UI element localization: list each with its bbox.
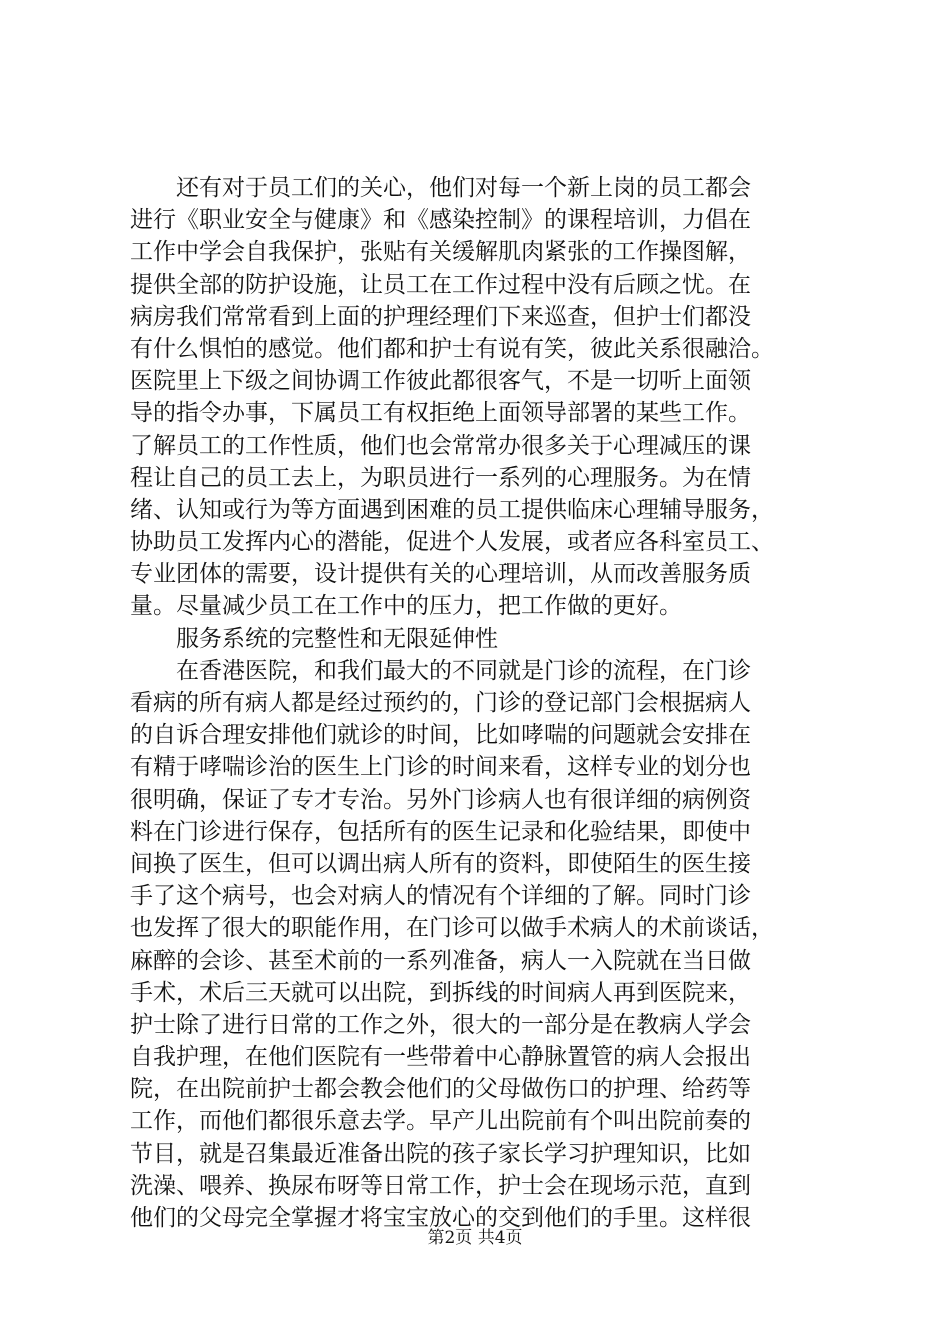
paragraph-line: 自我护理，在他们医院有一些带着中心静脉置管的病人会报出 [130, 1044, 751, 1071]
paragraph-line: 也发挥了很大的职能作用，在门诊可以做手术病人的术前谈话， [130, 915, 774, 942]
paragraph-line: 在香港医院，和我们最大的不同就是门诊的流程，在门诊 [176, 657, 751, 684]
paragraph-line: 量。尽量减少员工在工作中的压力，把工作做的更好。 [130, 593, 682, 620]
paragraph-line: 间换了医生，但可以调出病人所有的资料，即使陌生的医生接 [130, 850, 751, 877]
paragraph-line: 节目，就是召集最近准备出院的孩子家长学习护理知识，比如 [130, 1140, 751, 1167]
paragraph-line: 有什么惧怕的感觉。他们都和护士有说有笑，彼此关系很融洽。 [130, 335, 774, 362]
paragraph-line: 了解员工的工作性质，他们也会常常办很多关于心理减压的课 [130, 432, 751, 459]
paragraph-line: 料在门诊进行保存，包括所有的医生记录和化验结果，即使中 [130, 818, 751, 845]
paragraph-line: 护士除了进行日常的工作之外，很大的一部分是在教病人学会 [130, 1011, 751, 1038]
paragraph-line: 院，在出院前护士都会教会他们的父母做伤口的护理、给药等 [130, 1076, 751, 1103]
paragraph-line: 绪、认知或行为等方面遇到困难的员工提供临床心理辅导服务， [130, 496, 774, 523]
section-heading: 服务系统的完整性和无限延伸性 [176, 625, 498, 652]
paragraph-line: 手术，术后三天就可以出院，到拆线的时间病人再到医院来， [130, 979, 751, 1006]
paragraph-line: 提供全部的防护设施，让员工在工作过程中没有后顾之忧。在 [130, 271, 751, 298]
paragraph-line: 医院里上下级之间协调工作彼此都很客气，不是一切听上面领 [130, 368, 751, 395]
paragraph-line: 看病的所有病人都是经过预约的，门诊的登记部门会根据病人 [130, 690, 751, 716]
paragraph-line: 导的指令办事，下属员工有权拒绝上面领导部署的某些工作。 [130, 400, 751, 427]
paragraph-line: 工作，而他们都很乐意去学。早产儿出院前有个叫出院前奏的 [130, 1108, 751, 1135]
paragraph-line: 很明确，保证了专才专治。另外门诊病人也有很详细的病例资 [130, 786, 751, 813]
paragraph-line: 他们的父母完全掌握才将宝宝放心的交到他们的手里。这样很 [130, 1205, 751, 1231]
paragraph-line: 麻醉的会诊、甚至术前的一系列准备，病人一入院就在当日做 [130, 947, 751, 974]
paragraph-line: 还有对于员工们的关心，他们对每一个新上岗的员工都会 [176, 175, 751, 201]
paragraph-line: 的自诉合理安排他们就诊的时间，比如哮喘的问题就会安排在 [130, 722, 751, 749]
paragraph-line: 进行《职业安全与健康》和《感染控制》的课程培训，力倡在 [130, 207, 751, 234]
paragraph-line: 洗澡、喂养、换尿布呀等日常工作，护士会在现场示范，直到 [130, 1172, 751, 1199]
page-number-footer: 第2页 共4页 [427, 1228, 523, 1248]
paragraph-line: 工作中学会自我保护，张贴有关缓解肌肉紧张的工作操图解， [130, 239, 751, 266]
paragraph-line: 专业团体的需要，设计提供有关的心理培训，从而改善服务质 [130, 561, 751, 588]
paragraph-line: 协助员工发挥内心的潜能，促进个人发展，或者应各科室员工、 [130, 529, 774, 556]
paragraph-line: 病房我们常常看到上面的护理经理们下来巡查，但护士们都没 [130, 303, 751, 330]
document-body [130, 172, 830, 1234]
paragraph-line: 有精于哮喘诊治的医生上门诊的时间来看，这样专业的划分也 [130, 754, 751, 781]
paragraph-line: 程让自己的员工去上，为职员进行一系列的心理服务。为在情 [130, 464, 751, 491]
paragraph-line: 手了这个病号，也会对病人的情况有个详细的了解。同时门诊 [130, 883, 751, 910]
